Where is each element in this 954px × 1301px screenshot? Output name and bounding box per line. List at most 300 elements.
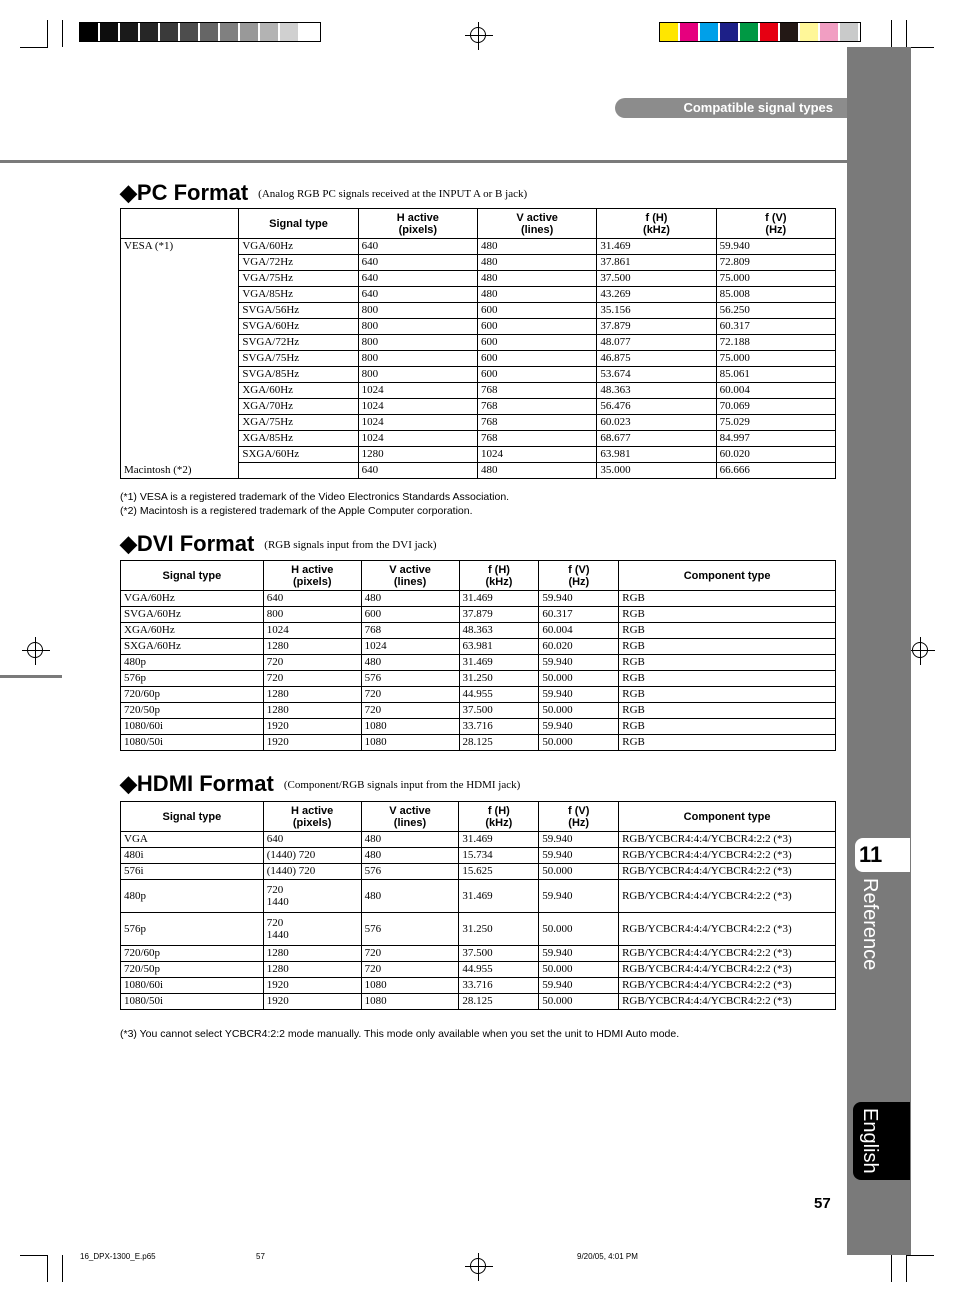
table-cell: 480i [121, 848, 264, 864]
margin-divider [0, 675, 62, 678]
table-cell: 70.069 [716, 399, 835, 415]
table-cell: 31.469 [459, 655, 539, 671]
table-cell: 1080 [361, 978, 459, 994]
table-cell: 480 [361, 832, 459, 848]
column-header: f (V) (Hz) [716, 209, 835, 239]
table-cell: XGA/85Hz [239, 431, 358, 447]
table-cell: 1080 [361, 735, 459, 751]
table-cell: 50.000 [539, 703, 619, 719]
gray-swatch [160, 23, 180, 41]
table-row [121, 415, 836, 431]
gray-swatch [300, 23, 320, 41]
table-cell: 37.500 [459, 703, 539, 719]
group-cell [121, 255, 239, 271]
registration-mark-icon [470, 1258, 486, 1274]
table-cell: 480 [361, 848, 459, 864]
table-cell: 1280 [263, 946, 361, 962]
table-row [121, 946, 836, 962]
table-cell: RGB [619, 655, 836, 671]
table-cell: 480 [477, 255, 596, 271]
table-cell: RGB [619, 735, 836, 751]
table-cell: 720 1440 [263, 913, 361, 946]
table-cell: 640 [358, 255, 477, 271]
table-cell: 60.023 [597, 415, 716, 431]
table-cell: 1280 [263, 687, 361, 703]
table-cell: 48.363 [597, 383, 716, 399]
table-row [121, 447, 836, 463]
table-cell: 68.677 [597, 431, 716, 447]
table-cell: SVGA/85Hz [239, 367, 358, 383]
group-cell: VESA (*1) [121, 239, 239, 255]
table-cell: 800 [358, 351, 477, 367]
table-cell: 72.809 [716, 255, 835, 271]
table-row [121, 399, 836, 415]
table-cell [239, 463, 358, 479]
table-cell: 50.000 [539, 913, 619, 946]
table-cell: 1280 [263, 703, 361, 719]
table-cell: 640 [358, 287, 477, 303]
table-cell: RGB/YCBCR4:4:4/YCBCR4:2:2 (*3) [619, 880, 836, 913]
table-cell: SXGA/60Hz [121, 639, 264, 655]
table-row [121, 607, 836, 623]
table-row [121, 591, 836, 607]
gray-swatch [240, 23, 260, 41]
table-cell: 480p [121, 655, 264, 671]
table-cell: 640 [358, 463, 477, 479]
table-cell: RGB/YCBCR4:4:4/YCBCR4:2:2 (*3) [619, 832, 836, 848]
table-cell: 1024 [358, 431, 477, 447]
table-cell: 1280 [263, 962, 361, 978]
table-cell: 600 [477, 351, 596, 367]
table-cell: 720 [361, 703, 459, 719]
table-cell: 720 1440 [263, 880, 361, 913]
dvi-format-heading [120, 531, 437, 558]
crop-mark [47, 1255, 48, 1282]
table-cell: 85.061 [716, 367, 835, 383]
column-header: f (H) (kHz) [459, 802, 539, 832]
table-cell: 72.188 [716, 335, 835, 351]
group-cell [121, 287, 239, 303]
table-cell: 59.940 [539, 591, 619, 607]
group-cell [121, 447, 239, 463]
table-cell: 576i [121, 864, 264, 880]
table-cell: 480 [477, 287, 596, 303]
table-cell: 43.269 [597, 287, 716, 303]
table-cell: 600 [361, 607, 459, 623]
table-cell: 720 [263, 655, 361, 671]
table-cell: 1024 [361, 639, 459, 655]
table-cell: SVGA/72Hz [239, 335, 358, 351]
color-swatch [780, 23, 800, 41]
table-cell: 576p [121, 913, 264, 946]
table-cell: 50.000 [539, 962, 619, 978]
group-cell [121, 351, 239, 367]
table-cell: 1920 [263, 719, 361, 735]
column-header: Signal type [121, 561, 264, 591]
registration-mark-icon [912, 642, 928, 658]
table-cell: 640 [358, 239, 477, 255]
table-cell: 31.250 [459, 671, 539, 687]
table-cell: 50.000 [539, 735, 619, 751]
column-header: f (H) (kHz) [597, 209, 716, 239]
chapter-label: Reference [859, 878, 881, 971]
table-cell: 15.625 [459, 864, 539, 880]
table-cell: 1080/50i [121, 994, 264, 1010]
table-cell: 720/60p [121, 687, 264, 703]
footer-date: 9/20/05, 4:01 PM [577, 1252, 638, 1261]
table-cell: 768 [477, 399, 596, 415]
table-cell: 84.997 [716, 431, 835, 447]
table-cell: 480 [361, 591, 459, 607]
language-label: English [859, 1108, 881, 1174]
table-row [121, 962, 836, 978]
color-swatch [800, 23, 820, 41]
crop-mark [20, 1255, 48, 1256]
color-swatch [740, 23, 760, 41]
group-cell [121, 303, 239, 319]
table-cell: 48.363 [459, 623, 539, 639]
group-cell [121, 431, 239, 447]
color-swatch [680, 23, 700, 41]
table-row [121, 239, 836, 255]
registration-mark-icon [27, 642, 43, 658]
table-cell: 800 [358, 319, 477, 335]
table-cell: 59.940 [539, 832, 619, 848]
table-row [121, 848, 836, 864]
dvi-format-table [120, 560, 836, 751]
table-row [121, 351, 836, 367]
table-cell: 1024 [358, 415, 477, 431]
column-header: V active (lines) [361, 802, 459, 832]
gray-swatch [200, 23, 220, 41]
table-cell: VGA [121, 832, 264, 848]
table-row [121, 671, 836, 687]
table-cell: 800 [358, 335, 477, 351]
pc-format-heading [120, 180, 527, 207]
table-row [121, 719, 836, 735]
color-swatch [700, 23, 720, 41]
color-swatch [720, 23, 740, 41]
column-header: Component type [619, 802, 836, 832]
dvi-format-title: DVI Format [136, 531, 255, 556]
table-cell: 75.000 [716, 351, 835, 367]
column-header: V active (lines) [361, 561, 459, 591]
table-cell: 31.250 [459, 913, 539, 946]
table-cell: RGB/YCBCR4:4:4/YCBCR4:2:2 (*3) [619, 962, 836, 978]
table-cell: 1024 [263, 623, 361, 639]
table-row [121, 913, 836, 946]
table-cell: 37.500 [597, 271, 716, 287]
table-cell: 640 [263, 832, 361, 848]
table-cell: 31.469 [459, 880, 539, 913]
column-header: Signal type [121, 802, 264, 832]
table-cell: RGB [619, 591, 836, 607]
table-cell: 480 [361, 655, 459, 671]
table-cell: 37.861 [597, 255, 716, 271]
table-cell: (1440) 720 [263, 848, 361, 864]
table-cell: 46.875 [597, 351, 716, 367]
table-row [121, 287, 836, 303]
table-cell: SVGA/75Hz [239, 351, 358, 367]
pc-footnote-1: (*1) VESA is a registered trademark of the Video Electronics Standards Association. [120, 491, 510, 503]
table-cell: VGA/75Hz [239, 271, 358, 287]
table-cell: SVGA/60Hz [239, 319, 358, 335]
header-divider [0, 160, 847, 163]
hdmi-format-heading [120, 771, 520, 798]
table-cell: 59.940 [716, 239, 835, 255]
table-cell: SVGA/56Hz [239, 303, 358, 319]
color-swatch [820, 23, 840, 41]
table-cell: 33.716 [459, 978, 539, 994]
gray-swatch [100, 23, 120, 41]
diamond-icon: ◆ [120, 180, 137, 205]
table-row [121, 978, 836, 994]
diamond-icon: ◆ [120, 531, 137, 556]
table-cell: 66.666 [716, 463, 835, 479]
column-header: Signal type [239, 209, 358, 239]
table-cell: 60.317 [539, 607, 619, 623]
column-header: H active (pixels) [263, 802, 361, 832]
table-cell: 44.955 [459, 962, 539, 978]
table-cell: 1024 [358, 399, 477, 415]
color-swatch [840, 23, 860, 41]
table-cell: 600 [477, 319, 596, 335]
table-row [121, 255, 836, 271]
table-row [121, 703, 836, 719]
chapter-sidebar [847, 47, 911, 1255]
table-cell: RGB [619, 703, 836, 719]
table-cell: 1920 [263, 735, 361, 751]
table-cell: 640 [263, 591, 361, 607]
column-header: Component type [619, 561, 836, 591]
diamond-icon: ◆ [120, 771, 137, 796]
crop-mark [906, 20, 907, 47]
table-row [121, 431, 836, 447]
table-cell: VGA/72Hz [239, 255, 358, 271]
crop-mark [906, 1255, 934, 1256]
gray-swatch [280, 23, 300, 41]
table-cell: 63.981 [459, 639, 539, 655]
table-cell: 720/60p [121, 946, 264, 962]
group-cell [121, 271, 239, 287]
table-cell: 44.955 [459, 687, 539, 703]
column-header [121, 209, 239, 239]
footer-file: 16_DPX-1300_E.p65 [80, 1252, 156, 1261]
table-cell: 480 [477, 239, 596, 255]
table-cell: 59.940 [539, 978, 619, 994]
table-cell: RGB/YCBCR4:4:4/YCBCR4:2:2 (*3) [619, 913, 836, 946]
table-cell: 31.469 [459, 591, 539, 607]
table-cell: 1920 [263, 994, 361, 1010]
group-cell [121, 415, 239, 431]
pc-format-title: PC Format [136, 180, 249, 205]
table-cell: 720 [361, 946, 459, 962]
gray-swatch [140, 23, 160, 41]
gray-swatch [120, 23, 140, 41]
table-row [121, 303, 836, 319]
gray-swatch [260, 23, 280, 41]
pc-format-table [120, 208, 836, 479]
column-header: V active (lines) [477, 209, 596, 239]
chapter-number: 11 [855, 838, 910, 872]
table-cell: 768 [361, 623, 459, 639]
table-cell: 60.317 [716, 319, 835, 335]
table-cell: 35.000 [597, 463, 716, 479]
table-cell: 60.004 [539, 623, 619, 639]
table-cell: Macintosh (*2) [121, 463, 239, 479]
table-cell: 75.000 [716, 271, 835, 287]
group-cell [121, 335, 239, 351]
table-cell: 720 [361, 687, 459, 703]
table-cell: 576 [361, 671, 459, 687]
table-cell: 1024 [477, 447, 596, 463]
table-cell: RGB [619, 719, 836, 735]
table-cell: XGA/70Hz [239, 399, 358, 415]
table-cell: (1440) 720 [263, 864, 361, 880]
table-cell: 480 [361, 880, 459, 913]
table-cell: 33.716 [459, 719, 539, 735]
table-cell: 75.029 [716, 415, 835, 431]
table-cell: 60.004 [716, 383, 835, 399]
table-cell: 50.000 [539, 864, 619, 880]
hdmi-format-title: HDMI Format [136, 771, 274, 796]
crop-mark [20, 47, 48, 48]
crop-mark [62, 20, 63, 47]
table-cell: 31.469 [597, 239, 716, 255]
table-row [121, 864, 836, 880]
table-cell: XGA/75Hz [239, 415, 358, 431]
table-cell: RGB [619, 687, 836, 703]
table-cell: 720/50p [121, 703, 264, 719]
table-cell: 720 [263, 671, 361, 687]
pc-footnote-2: (*2) Macintosh is a registered trademark of the Apple Computer corporation. [120, 505, 473, 517]
table-cell: 59.940 [539, 946, 619, 962]
table-row [121, 639, 836, 655]
column-header: f (H) (kHz) [459, 561, 539, 591]
table-cell: 1080 [361, 994, 459, 1010]
crop-mark [47, 20, 48, 47]
table-cell: 800 [358, 367, 477, 383]
table-cell: 15.734 [459, 848, 539, 864]
hdmi-format-subtitle: (Component/RGB signals input from the HDMI jack) [283, 779, 521, 792]
column-header: H active (pixels) [263, 561, 361, 591]
pc-format-subtitle: (Analog RGB PC signals received at the INPUT A or B jack) [258, 188, 528, 201]
table-row [121, 319, 836, 335]
table-cell: 768 [477, 431, 596, 447]
table-row [121, 832, 836, 848]
gray-swatch [80, 23, 100, 41]
table-cell: 63.981 [597, 447, 716, 463]
table-cell: RGB [619, 607, 836, 623]
table-cell: 800 [263, 607, 361, 623]
table-cell: 480 [477, 271, 596, 287]
table-cell: RGB [619, 639, 836, 655]
table-cell: 1920 [263, 978, 361, 994]
table-cell: 1280 [358, 447, 477, 463]
table-row [121, 271, 836, 287]
table-cell: RGB/YCBCR4:4:4/YCBCR4:2:2 (*3) [619, 864, 836, 880]
table-cell: 60.020 [539, 639, 619, 655]
table-cell: 59.940 [539, 848, 619, 864]
table-cell: 50.000 [539, 994, 619, 1010]
table-cell: 60.020 [716, 447, 835, 463]
table-cell: 1024 [358, 383, 477, 399]
table-row [121, 623, 836, 639]
table-cell: 1080/60i [121, 978, 264, 994]
table-cell: 28.125 [459, 735, 539, 751]
table-cell: 768 [477, 383, 596, 399]
table-cell: 59.940 [539, 687, 619, 703]
table-cell: VGA/85Hz [239, 287, 358, 303]
table-cell: VGA/60Hz [121, 591, 264, 607]
column-header: f (V) (Hz) [539, 802, 619, 832]
table-cell: VGA/60Hz [239, 239, 358, 255]
table-cell: XGA/60Hz [121, 623, 264, 639]
registration-mark-icon [470, 27, 486, 43]
table-cell: 28.125 [459, 994, 539, 1010]
gray-swatch [180, 23, 200, 41]
table-cell: RGB [619, 671, 836, 687]
group-cell [121, 319, 239, 335]
crop-mark [891, 1255, 892, 1282]
crop-mark [62, 1255, 63, 1282]
grayscale-calibration-bar [79, 22, 321, 42]
table-cell: 480 [477, 463, 596, 479]
group-cell [121, 399, 239, 415]
table-cell: 1080 [361, 719, 459, 735]
column-header: f (V) (Hz) [539, 561, 619, 591]
table-cell: RGB/YCBCR4:4:4/YCBCR4:2:2 (*3) [619, 848, 836, 864]
table-cell: 1280 [263, 639, 361, 655]
table-cell: 85.008 [716, 287, 835, 303]
table-row [121, 655, 836, 671]
table-cell: 59.940 [539, 655, 619, 671]
table-cell: 59.940 [539, 880, 619, 913]
table-cell: 576p [121, 671, 264, 687]
table-cell: 600 [477, 367, 596, 383]
table-cell: 50.000 [539, 671, 619, 687]
table-row [121, 735, 836, 751]
table-cell: RGB/YCBCR4:4:4/YCBCR4:2:2 (*3) [619, 978, 836, 994]
table-cell: 640 [358, 271, 477, 287]
table-cell: 37.500 [459, 946, 539, 962]
table-cell: 720 [361, 962, 459, 978]
page-number: 57 [814, 1195, 831, 1212]
table-cell: 768 [477, 415, 596, 431]
column-header: H active (pixels) [358, 209, 477, 239]
table-cell: 576 [361, 864, 459, 880]
table-cell: 720/50p [121, 962, 264, 978]
table-cell: 53.674 [597, 367, 716, 383]
table-cell: 37.879 [459, 607, 539, 623]
table-row [121, 367, 836, 383]
group-cell [121, 367, 239, 383]
table-cell: 1080/50i [121, 735, 264, 751]
gray-swatch [220, 23, 240, 41]
table-cell: RGB/YCBCR4:4:4/YCBCR4:2:2 (*3) [619, 946, 836, 962]
group-cell [121, 383, 239, 399]
table-cell: 31.469 [459, 832, 539, 848]
table-cell: 576 [361, 913, 459, 946]
table-cell: 56.250 [716, 303, 835, 319]
table-row [121, 687, 836, 703]
table-row [121, 383, 836, 399]
table-cell: SXGA/60Hz [239, 447, 358, 463]
table-cell: 59.940 [539, 719, 619, 735]
footer-page: 57 [256, 1252, 265, 1261]
section-pill: Compatible signal types [615, 98, 847, 118]
table-cell: 35.156 [597, 303, 716, 319]
